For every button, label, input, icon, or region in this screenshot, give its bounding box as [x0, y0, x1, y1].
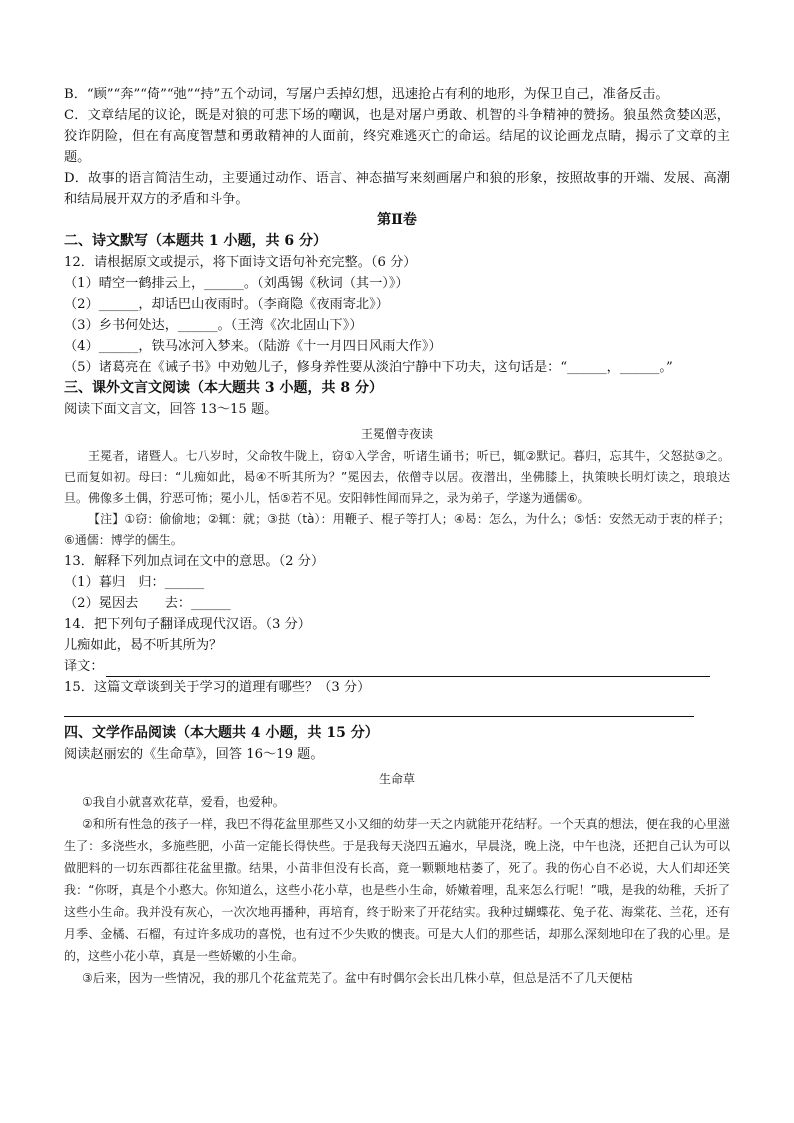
volume-title: 第Ⅱ卷	[377, 212, 417, 228]
section3-heading: 三、课外文言文阅读（本大题共 3 小题，共 8 分）	[64, 380, 383, 396]
question-13: 13．解释下列加点词在文中的意思。（2 分）	[64, 554, 325, 569]
option-d: D．故事的语言简洁生动，主要通过动作、语言、神态描写来刻画屠户和狼的形象，按照故事的开端、发展、高潮和结局展开双方的矛盾和斗争。	[64, 171, 730, 207]
classical-passage: 王冕者，诸暨人。七八岁时，父命牧牛陇上，窃①入学舍，听诸生诵书；听已，辄②默记。暮归，忘其牛，父怒挞③之。已而复如初。母曰：“儿痴如此，曷④不听其所为？”冕因去，依僧寺以居。夜潜出，坐佛膝上，执策映长明灯读之，琅琅达旦。佛像多土偶，狞恶可怖；冕小儿，恬⑤若不见。安阳韩性闻而异之，录为弟子，学遂为通儒⑥。	[64, 449, 730, 505]
section4-intro: 阅读赵丽宏的《生命草》，回答 16～19 题。	[64, 747, 324, 762]
q12-item-5: （5）诸葛亮在《诫子书》中劝勉儿子，修身养性要从淡泊宁静中下功夫，这句话是：“______，______。”	[64, 360, 673, 375]
section4-heading: 四、文学作品阅读（本大题共 4 小题，共 15 分）	[64, 725, 379, 741]
q15-answer-blank[interactable]	[64, 702, 694, 717]
q12-item-4: （4）______，铁马冰河入梦来。（陆游《十一月四日风雨大作》）	[64, 339, 442, 354]
q13-item-1: （1）暮归 归：______	[64, 575, 205, 590]
q13-item-2: （2）冕因去 去：______	[64, 596, 231, 611]
section3-intro: 阅读下面文言文，回答 13～15 题。	[64, 402, 278, 417]
question-12: 12．请根据原文或提示，将下面诗文语句补充完整。（6 分）	[64, 255, 417, 270]
section2-heading: 二、诗文默写（本题共 1 小题，共 6 分）	[64, 233, 327, 249]
translation-label: 译文：	[64, 659, 104, 674]
translation-line	[64, 656, 730, 677]
translation-answer-blank[interactable]	[106, 660, 710, 677]
q12-item-2: （2）______，却话巴山夜雨时。（李商隐《夜雨寄北》）	[64, 297, 389, 312]
story-paragraph-3: ③后来，因为一些情况，我的那几个花盆荒芜了。盆中有时偶尔会长出几株小草，但总是活不了几天便枯	[82, 971, 633, 985]
q14-sentence: 儿痴如此，曷不听其所为？	[64, 638, 223, 653]
question-15: 15．这篇文章谈到关于学习的道理有哪些？（3 分）	[64, 680, 371, 695]
passage-notes: 【注】①窃：偷偷地；②辄：就；③挞（tà）：用鞭子、棍子等打人；④曷：怎么，为什么；⑤恬：安然无动于衷的样子；⑥通儒：博学的儒生。	[64, 512, 730, 547]
option-c: C．文章结尾的议论，既是对狼的可悲下场的嘲讽，也是对屠户勇敢、机智的斗争精神的赞扬。狼虽然贪婪凶恶，狡诈阴险，但在有高度智慧和勇敢精神的人面前，终究难逃灭亡的命运。结尾的议论画龙点睛，揭示了文章的主题。	[64, 108, 730, 165]
story-paragraph-1: ①我自小就喜欢花草，爱看，也爱种。	[82, 795, 285, 809]
q12-item-3: （3）乡书何处达，______。（王湾《次北固山下》）	[64, 318, 363, 333]
passage-title: 王冕僧寺夜读	[360, 427, 433, 441]
q12-item-1: （1）晴空一鹤排云上，______。（刘禹锡《秋词（其一）》）	[64, 276, 409, 291]
option-b: B．“顾”“奔”“倚”“弛”“持”五个动词，写屠户丢掉幻想，迅速抢占有利的地形，为保卫自己，准备反击。	[64, 87, 669, 102]
story-title: 生命草	[378, 772, 415, 786]
story-paragraph-2: ②和所有性急的孩子一样，我巴不得花盆里那些又小又细的幼芽一天之内就能开花结籽。一个天真的想法，便在我的心里滋生了：多浇些水，多施些肥，小苗一定能长得快些。于是我每天浇四五遍水，早晨浇，晚上浇，中午也浇，还把自己认为可以做肥料的一切东西都往花盆里撒。结果，小苗非但没有长高，竟一颗颗地枯萎了，死了。我的伤心自不必说，大人们却还笑我：“你呀，真是个小憨大。你知道么，这些小花小草，也是些小生命，娇嫩着哩，乱来怎么行呢！”哦，是我的幼稚，夭折了这些小生命。我并没有灰心，一次次地再播种，再培育，终于盼来了开花结实。我种过蝴蝶花、兔子花、海棠花、兰花，还有月季、金橘、石榴，有过许多成功的喜悦，也有过不少失败的懊丧。可是大人们的那些话，却那么深刻地印在了我的心里。是的，这些小花小草，真是一些娇嫩的小生命。	[64, 817, 730, 963]
question-14: 14．把下列句子翻译成现代汉语。（3 分）	[64, 617, 311, 632]
